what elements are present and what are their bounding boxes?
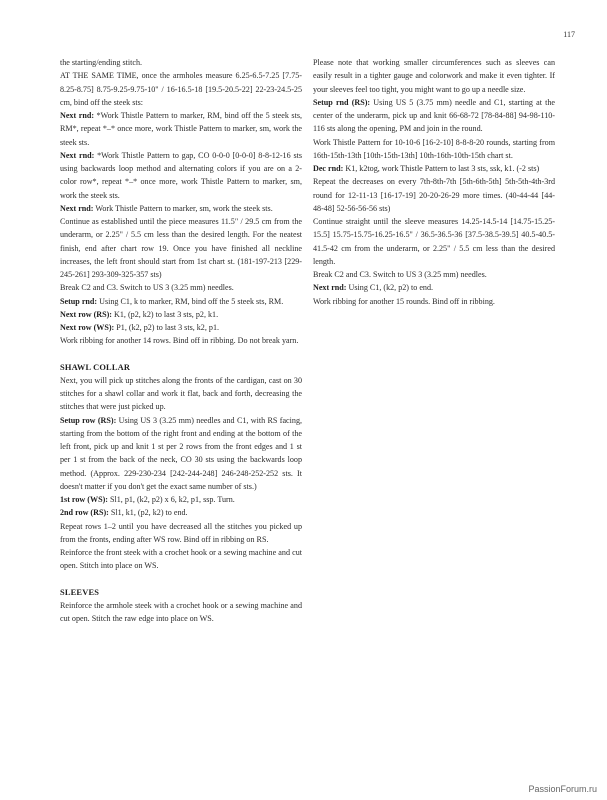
instruction-text: *Work Thistle Pattern to marker, RM, bind off the 5 steek sts, RM*, repeat *–* once more, work Thistle Pattern to marker, sm, work the steek sts. xyxy=(60,111,302,147)
watermark: PassionForum.ru xyxy=(528,784,597,794)
instruction xyxy=(60,414,302,494)
instruction-label: Setup rnd (RS): xyxy=(313,97,371,107)
paragraph: Next, you will pick up stitches along the fronts of the cardigan, cast on 30 stitches for a shawl collar and work it flat, back and forth, decreasing the stitches that were just picked up. xyxy=(60,375,302,412)
instruction xyxy=(313,96,555,136)
paragraph: Please note that working smaller circumferences such as sleeves can easily result in a tighter gauge and colorwork and make it even tighter. If your sleeves feel too tight, you might want to go up a needle size. xyxy=(313,58,555,94)
right-column xyxy=(313,56,555,308)
instruction xyxy=(60,506,302,519)
instruction-text: P1, (k2, p2) to last 3 sts, k2, p1. xyxy=(114,323,220,332)
instruction-label: Dec rnd: xyxy=(313,164,344,173)
paragraph: Reinforce the armhole steek with a crochet hook or a sewing machine and cut open. Stitch the raw edge into place on WS. xyxy=(60,600,302,623)
instruction-text: Using C1, (k2, p2) to end. xyxy=(346,283,434,293)
instruction-label: Next rnd: xyxy=(60,203,94,213)
paragraph: Break C2 and C3. Switch to US 3 (3.25 mm) needles. xyxy=(313,270,487,279)
instruction xyxy=(60,109,302,149)
instruction-label: Next row (RS): xyxy=(60,309,112,319)
instruction-text: Using C1, k to marker, RM, bind off the 5 steek sts, RM. xyxy=(97,296,284,306)
paragraph: Work ribbing for another 15 rounds. Bind off in ribbing. xyxy=(313,296,495,306)
instruction xyxy=(60,295,302,308)
paragraph: Continue straight until the sleeve measures 14.25-14.5-14 [14.75-15.25-15.5] 15.75-15.75-16.25-16.5" / 36.5-36.5-36 [37.5-38.5-39.5] 40.5-40.5-41.5-42 cm from the underarm, or 2.25" / 5.5 cm less than the desired length. xyxy=(313,217,555,266)
paragraph: Repeat rows 1–2 until you have decreased all the stitches you picked up from the fronts, ending after WS row. Bind off in ribbing on RS. xyxy=(60,521,302,544)
page-number: 117 xyxy=(563,30,575,39)
instruction xyxy=(60,493,302,506)
instruction-text: K1, k2tog, work Thistle Pattern to last 3 sts, ssk, k1. (-2 sts) xyxy=(343,164,540,173)
paragraph: Break C2 and C3. Switch to US 3 (3.25 mm) needles. xyxy=(60,283,234,293)
instruction-text: Work Thistle Pattern to marker, sm, work the steek sts. xyxy=(93,203,273,213)
paragraph: Repeat the decreases on every 7th-8th-7th [5th-6th-5th] 5th-5th-4th-3rd round for 12-11-13 [16-17-19] 20-20-26-29 more times. (40-44-44 [44-48-48] 52-56-56-56 sts) xyxy=(313,177,555,213)
instruction-label: 2nd row (RS): xyxy=(60,508,109,518)
instruction-label: Next rnd: xyxy=(60,111,95,120)
paragraph: Continue as established until the piece measures 11.5" / 29.5 cm from the underarm, or 2.25" / 5.5 cm less than the desired length. For the neatest finish, end after chart row 19. Once you have finished all neckline increases, the left front should start from 1st chart st. (181-197-213 [229-245-261] 293-309-325-357 sts) xyxy=(60,217,302,279)
instruction-label: Setup rnd: xyxy=(60,296,98,306)
instruction xyxy=(60,202,302,215)
instruction-text: Sl1, p1, (k2, p2) x 6, k2, p1, ssp. Turn. xyxy=(107,495,235,504)
instruction-label: 1st row (WS): xyxy=(60,495,108,504)
section-heading-sleeves: SLEEVES xyxy=(60,587,100,597)
instruction xyxy=(313,281,555,294)
instruction-label: Next rnd: xyxy=(60,150,95,160)
instruction-label: Next row (WS): xyxy=(60,323,115,332)
instruction-text: K1, (p2, k2) to last 3 sts, p2, k1. xyxy=(112,309,219,319)
instruction xyxy=(60,321,302,334)
paragraph: Reinforce the front steek with a crochet hook or a sewing machine and cut open. Stitch into place on WS. xyxy=(60,548,302,571)
instruction-text: *Work Thistle Pattern to gap, CO 0-0-0 [0-0-0] 8-8-12-16 sts using backwards loop method and alternating colors if you are on a 2-color row*, repeat *–* once more, work Thistle Pattern to marker, sm, work the steek sts. xyxy=(60,150,303,200)
instruction-text: Using US 3 (3.25 mm) needles and C1, with RS facing, starting from the bottom of the right front and ending at the bottom of the left front, pick up and knit 1 st per 2 rows from the front edges and 1 st per 1 st from the back of the neck, CO 30 sts using the backwards loop method. (Approx. 229-230-234 [242-244-248] 246-248-252-252 sts. It doesn't matter if you don't get the exact same number of sts.) xyxy=(60,415,303,491)
instruction-label: Next rnd: xyxy=(313,283,347,293)
instruction xyxy=(60,308,302,321)
instruction xyxy=(60,149,302,202)
paragraph: Work ribbing for another 14 rows. Bind off in ribbing. Do not break yarn. xyxy=(60,336,299,346)
instruction-text: Sl1, k1, (p2, k2) to end. xyxy=(108,508,188,518)
section-heading-shawl-collar: SHAWL COLLAR xyxy=(60,362,131,372)
instruction xyxy=(313,162,555,175)
paragraph: the starting/ending stitch. xyxy=(60,58,143,67)
paragraph: AT THE SAME TIME, once the armholes measure 6.25-6.5-7.25 [7.75-8.25-8.75] 8.75-9.25-9.75-10" / 16-16.5-18 [19.5-20.5-22] 22-23-24.5-25 cm, bind off the steek sts: xyxy=(60,71,302,107)
paragraph: Work Thistle Pattern for 10-10-6 [16-2-10] 8-8-8-20 rounds, starting from 16th-15th-13th [10th-15th-13th] 10th-16th-10th-15th chart st. xyxy=(313,137,555,160)
instruction-text: Using US 5 (3.75 mm) needle and C1, starting at the center of the underarm, pick up and knit 66-68-72 [78-84-88] 94-98-110-116 sts along the opening, PM and join in the round. xyxy=(313,97,555,134)
instruction-label: Setup row (RS): xyxy=(60,415,117,425)
left-column xyxy=(60,56,302,625)
